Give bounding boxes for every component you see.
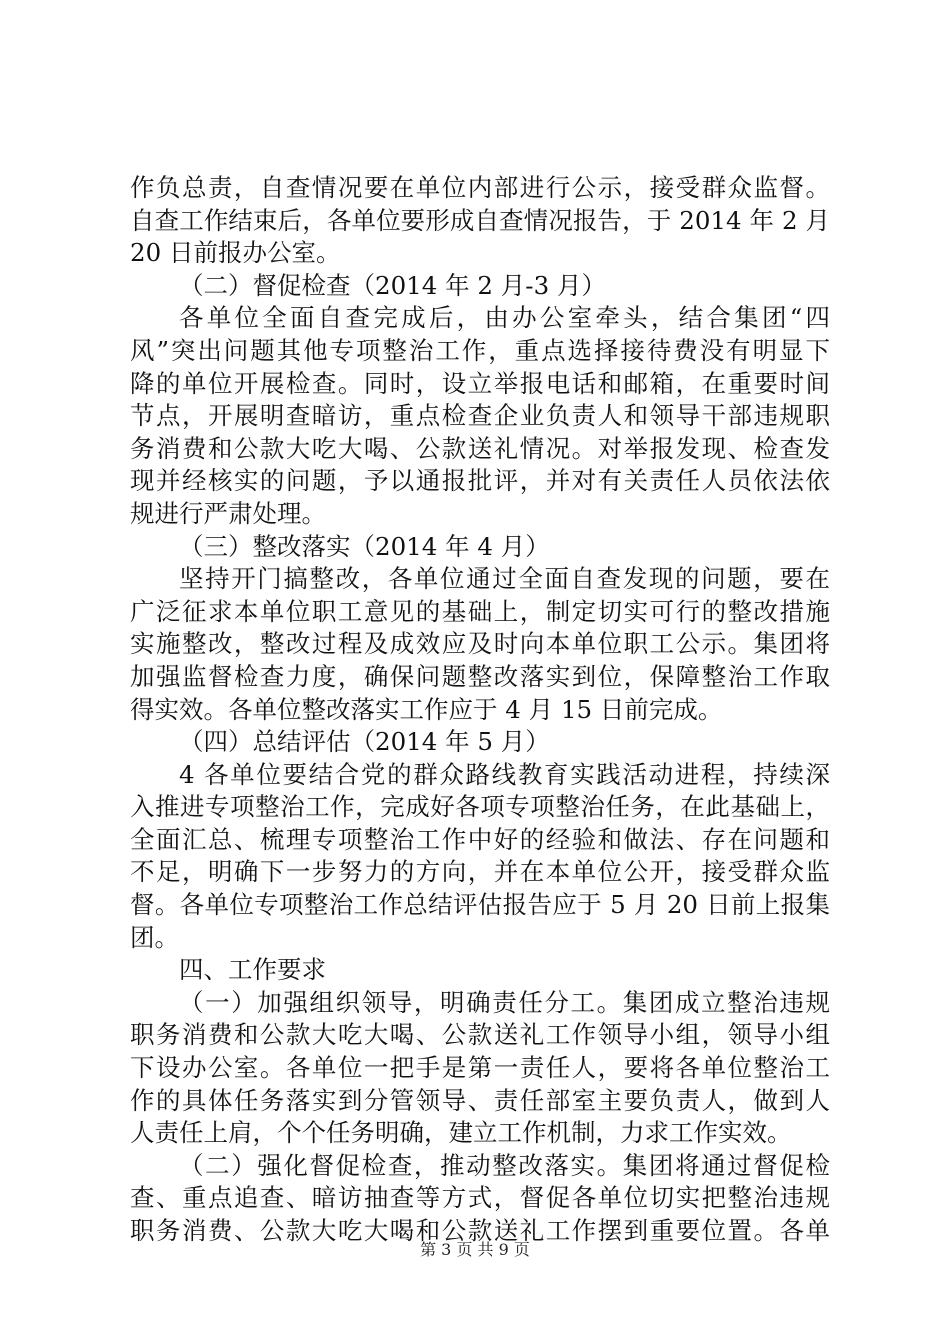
text-line: 得实效。各单位整改落实工作应于 4 月 15 日前完成。 bbox=[130, 694, 723, 724]
text-line: 务消费和公款大吃大喝、公款送礼情况。对举报发现、检查发 bbox=[130, 433, 830, 463]
text-line: 规进行严肃处理。 bbox=[130, 498, 326, 528]
text-line: 职务消费和公款大吃大喝、公款送礼工作领导小组，领导小组 bbox=[130, 1020, 830, 1050]
text-line: 作负总责，自查情况要在单位内部进行公示，接受群众监督。 bbox=[130, 173, 830, 202]
text-line: 人责任上肩，个个任务明确，建立工作机制，力求工作实效。 bbox=[130, 1118, 792, 1148]
text-line: 4 各单位要结合党的群众路线教育实践活动进程，持续深 bbox=[179, 759, 830, 789]
text-line: 广泛征求本单位职工意见的基础上，制定切实可行的整改措施 bbox=[130, 596, 830, 626]
text-line: 督。各单位专项整治工作总结评估报告应于 5 月 20 日前上报集 bbox=[130, 890, 830, 920]
text-line: 全面汇总、梳理专项整治工作中好的经验和做法、存在问题和 bbox=[130, 824, 830, 854]
text-line: 不足，明确下一步努力的方向，并在本单位公开，接受群众监 bbox=[130, 857, 830, 887]
text-line: 团。 bbox=[130, 922, 179, 952]
text-line: 现并经核实的问题，予以通报批评，并对有关责任人员依法依 bbox=[130, 466, 830, 496]
text-line: （一）加强组织领导，明确责任分工。集团成立整治违规 bbox=[179, 987, 830, 1017]
text-line: 20 日前报办公室。 bbox=[130, 238, 341, 268]
text-line: （四）总结评估（2014 年 5 月） bbox=[179, 727, 550, 757]
text-line: （二）强化督促检查，推动整改落实。集团将通过督促检 bbox=[179, 1150, 830, 1180]
text-line: 入推进专项整治工作，完成好各项专项整治任务，在此基础上， bbox=[130, 792, 830, 822]
text-line: 查、重点追查、暗访抽查等方式，督促各单位切实把整治违规 bbox=[130, 1183, 830, 1213]
text-line: 作的具体任务落实到分管领导、责任部室主要负责人，做到人 bbox=[130, 1085, 830, 1115]
text-line: 自查工作结束后，各单位要形成自查情况报告，于 2014 年 2 月 bbox=[130, 205, 830, 235]
text-line: 节点，开展明查暗访，重点检查企业负责人和领导干部违规职 bbox=[130, 401, 830, 431]
text-line: 坚持开门搞整改，各单位通过全面自查发现的问题，要在 bbox=[179, 564, 830, 594]
page-footer: 第 3 页 共 9 页 bbox=[420, 1240, 530, 1259]
text-line: 下设办公室。各单位一把手是第一责任人，要将各单位整治工 bbox=[130, 1053, 830, 1083]
text-line: （二）督促检查（2014 年 2 月-3 月） bbox=[179, 270, 606, 300]
text-line: 风”突出问题其他专项整治工作，重点选择接待费没有明显下 bbox=[130, 335, 830, 365]
text-line: 职务消费、公款大吃大喝和公款送礼工作摆到重要位置。各单 bbox=[130, 1216, 830, 1245]
text-line: 实施整改，整改过程及成效应及时向本单位职工公示。集团将 bbox=[130, 629, 830, 659]
text-line: 加强监督检查力度，确保问题整改落实到位，保障整治工作取 bbox=[130, 661, 830, 691]
text-line: （三）整改落实（2014 年 4 月） bbox=[179, 531, 550, 561]
text-line: 四、工作要求 bbox=[179, 955, 326, 985]
text-line: 各单位全面自查完成后，由办公室牵头，结合集团“四 bbox=[179, 303, 830, 333]
text-line: 降的单位开展检查。同时，设立举报电话和邮箱，在重要时间 bbox=[130, 368, 830, 398]
document-body bbox=[130, 172, 830, 1248]
